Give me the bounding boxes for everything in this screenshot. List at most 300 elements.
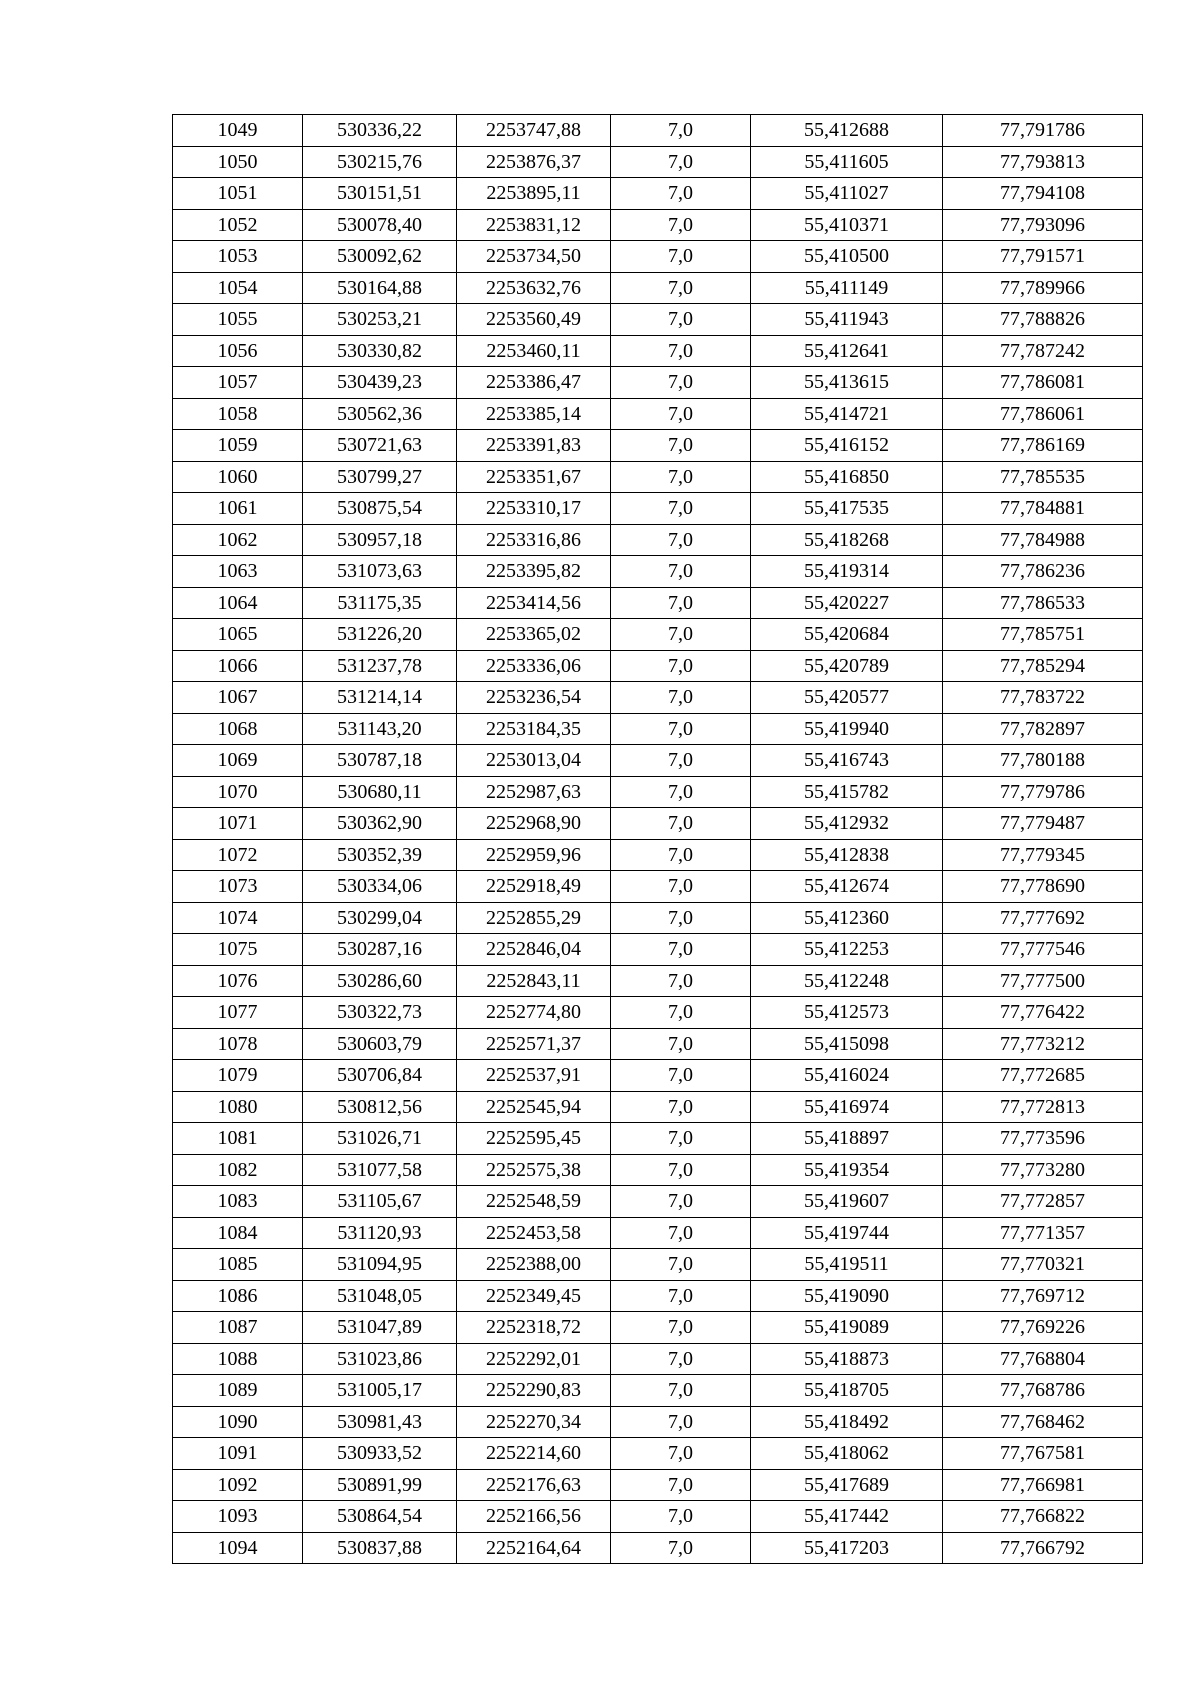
- longitude-cell: 77,788826: [943, 304, 1143, 336]
- latitude-cell: 55,419744: [751, 1217, 943, 1249]
- point-number-cell: 1080: [173, 1091, 303, 1123]
- table-row: [173, 619, 1143, 651]
- latitude-cell: 55,415098: [751, 1028, 943, 1060]
- point-number-cell: 1066: [173, 650, 303, 682]
- y-coordinate-cell: 2252918,49: [457, 871, 611, 903]
- latitude-cell: 55,416152: [751, 430, 943, 462]
- latitude-cell: 55,412688: [751, 115, 943, 147]
- accuracy-cell: 7,0: [611, 587, 751, 619]
- y-coordinate-cell: 2253013,04: [457, 745, 611, 777]
- x-coordinate-cell: 531214,14: [303, 682, 457, 714]
- latitude-cell: 55,412253: [751, 934, 943, 966]
- y-coordinate-cell: 2252855,29: [457, 902, 611, 934]
- point-number-cell: 1063: [173, 556, 303, 588]
- table-row: [173, 1217, 1143, 1249]
- latitude-cell: 55,419607: [751, 1186, 943, 1218]
- y-coordinate-cell: 2253632,76: [457, 272, 611, 304]
- point-number-cell: 1087: [173, 1312, 303, 1344]
- y-coordinate-cell: 2252292,01: [457, 1343, 611, 1375]
- table-row: [173, 556, 1143, 588]
- y-coordinate-cell: 2253351,67: [457, 461, 611, 493]
- table-row: [173, 335, 1143, 367]
- table-row: [173, 304, 1143, 336]
- table-row: [173, 650, 1143, 682]
- x-coordinate-cell: 530336,22: [303, 115, 457, 147]
- x-coordinate-cell: 531105,67: [303, 1186, 457, 1218]
- latitude-cell: 55,413615: [751, 367, 943, 399]
- point-number-cell: 1052: [173, 209, 303, 241]
- table-row: [173, 1343, 1143, 1375]
- latitude-cell: 55,419354: [751, 1154, 943, 1186]
- longitude-cell: 77,772685: [943, 1060, 1143, 1092]
- y-coordinate-cell: 2253734,50: [457, 241, 611, 273]
- x-coordinate-cell: 531143,20: [303, 713, 457, 745]
- latitude-cell: 55,419940: [751, 713, 943, 745]
- point-number-cell: 1091: [173, 1438, 303, 1470]
- table-row: [173, 839, 1143, 871]
- x-coordinate-cell: 530562,36: [303, 398, 457, 430]
- longitude-cell: 77,784988: [943, 524, 1143, 556]
- point-number-cell: 1073: [173, 871, 303, 903]
- table-row: [173, 209, 1143, 241]
- x-coordinate-cell: 531047,89: [303, 1312, 457, 1344]
- longitude-cell: 77,766792: [943, 1532, 1143, 1564]
- accuracy-cell: 7,0: [611, 335, 751, 367]
- point-number-cell: 1050: [173, 146, 303, 178]
- table-row: [173, 398, 1143, 430]
- latitude-cell: 55,410371: [751, 209, 943, 241]
- y-coordinate-cell: 2253386,47: [457, 367, 611, 399]
- longitude-cell: 77,786533: [943, 587, 1143, 619]
- y-coordinate-cell: 2252571,37: [457, 1028, 611, 1060]
- x-coordinate-cell: 530787,18: [303, 745, 457, 777]
- table-row: [173, 1091, 1143, 1123]
- accuracy-cell: 7,0: [611, 1406, 751, 1438]
- x-coordinate-cell: 530215,76: [303, 146, 457, 178]
- accuracy-cell: 7,0: [611, 713, 751, 745]
- longitude-cell: 77,772857: [943, 1186, 1143, 1218]
- table-row: [173, 902, 1143, 934]
- point-number-cell: 1077: [173, 997, 303, 1029]
- y-coordinate-cell: 2252545,94: [457, 1091, 611, 1123]
- x-coordinate-cell: 531048,05: [303, 1280, 457, 1312]
- y-coordinate-cell: 2253414,56: [457, 587, 611, 619]
- latitude-cell: 55,418492: [751, 1406, 943, 1438]
- table-row: [173, 115, 1143, 147]
- longitude-cell: 77,777546: [943, 934, 1143, 966]
- x-coordinate-cell: 531077,58: [303, 1154, 457, 1186]
- x-coordinate-cell: 530981,43: [303, 1406, 457, 1438]
- longitude-cell: 77,771357: [943, 1217, 1143, 1249]
- point-number-cell: 1074: [173, 902, 303, 934]
- latitude-cell: 55,416743: [751, 745, 943, 777]
- y-coordinate-cell: 2252548,59: [457, 1186, 611, 1218]
- x-coordinate-cell: 530253,21: [303, 304, 457, 336]
- table-row: [173, 1154, 1143, 1186]
- latitude-cell: 55,420577: [751, 682, 943, 714]
- longitude-cell: 77,787242: [943, 335, 1143, 367]
- y-coordinate-cell: 2252166,56: [457, 1501, 611, 1533]
- latitude-cell: 55,412932: [751, 808, 943, 840]
- accuracy-cell: 7,0: [611, 1469, 751, 1501]
- y-coordinate-cell: 2253560,49: [457, 304, 611, 336]
- point-number-cell: 1057: [173, 367, 303, 399]
- y-coordinate-cell: 2252968,90: [457, 808, 611, 840]
- x-coordinate-cell: 530875,54: [303, 493, 457, 525]
- accuracy-cell: 7,0: [611, 1501, 751, 1533]
- longitude-cell: 77,779487: [943, 808, 1143, 840]
- x-coordinate-cell: 531023,86: [303, 1343, 457, 1375]
- point-number-cell: 1054: [173, 272, 303, 304]
- y-coordinate-cell: 2252270,34: [457, 1406, 611, 1438]
- x-coordinate-cell: 531175,35: [303, 587, 457, 619]
- latitude-cell: 55,419511: [751, 1249, 943, 1281]
- point-number-cell: 1071: [173, 808, 303, 840]
- table-row: [173, 1469, 1143, 1501]
- point-number-cell: 1075: [173, 934, 303, 966]
- accuracy-cell: 7,0: [611, 430, 751, 462]
- table-row: [173, 241, 1143, 273]
- point-number-cell: 1061: [173, 493, 303, 525]
- x-coordinate-cell: 531005,17: [303, 1375, 457, 1407]
- y-coordinate-cell: 2252774,80: [457, 997, 611, 1029]
- point-number-cell: 1060: [173, 461, 303, 493]
- y-coordinate-cell: 2253460,11: [457, 335, 611, 367]
- y-coordinate-cell: 2252453,58: [457, 1217, 611, 1249]
- x-coordinate-cell: 530322,73: [303, 997, 457, 1029]
- accuracy-cell: 7,0: [611, 965, 751, 997]
- latitude-cell: 55,411149: [751, 272, 943, 304]
- point-number-cell: 1084: [173, 1217, 303, 1249]
- point-number-cell: 1051: [173, 178, 303, 210]
- point-number-cell: 1094: [173, 1532, 303, 1564]
- accuracy-cell: 7,0: [611, 997, 751, 1029]
- y-coordinate-cell: 2252164,64: [457, 1532, 611, 1564]
- latitude-cell: 55,419314: [751, 556, 943, 588]
- x-coordinate-cell: 530933,52: [303, 1438, 457, 1470]
- latitude-cell: 55,415782: [751, 776, 943, 808]
- table-row: [173, 713, 1143, 745]
- point-number-cell: 1086: [173, 1280, 303, 1312]
- longitude-cell: 77,785751: [943, 619, 1143, 651]
- longitude-cell: 77,779786: [943, 776, 1143, 808]
- x-coordinate-cell: 530352,39: [303, 839, 457, 871]
- y-coordinate-cell: 2253236,54: [457, 682, 611, 714]
- table-row: [173, 430, 1143, 462]
- y-coordinate-cell: 2252290,83: [457, 1375, 611, 1407]
- point-number-cell: 1088: [173, 1343, 303, 1375]
- y-coordinate-cell: 2252843,11: [457, 965, 611, 997]
- table-row: [173, 1406, 1143, 1438]
- x-coordinate-cell: 531226,20: [303, 619, 457, 651]
- y-coordinate-cell: 2252318,72: [457, 1312, 611, 1344]
- latitude-cell: 55,412674: [751, 871, 943, 903]
- longitude-cell: 77,766822: [943, 1501, 1143, 1533]
- longitude-cell: 77,773596: [943, 1123, 1143, 1155]
- table-row: [173, 682, 1143, 714]
- accuracy-cell: 7,0: [611, 619, 751, 651]
- latitude-cell: 55,420789: [751, 650, 943, 682]
- y-coordinate-cell: 2253184,35: [457, 713, 611, 745]
- y-coordinate-cell: 2253310,17: [457, 493, 611, 525]
- y-coordinate-cell: 2253336,06: [457, 650, 611, 682]
- table-row: [173, 146, 1143, 178]
- x-coordinate-cell: 530334,06: [303, 871, 457, 903]
- accuracy-cell: 7,0: [611, 1280, 751, 1312]
- accuracy-cell: 7,0: [611, 1312, 751, 1344]
- point-number-cell: 1085: [173, 1249, 303, 1281]
- table-row: [173, 1501, 1143, 1533]
- longitude-cell: 77,780188: [943, 745, 1143, 777]
- longitude-cell: 77,785535: [943, 461, 1143, 493]
- y-coordinate-cell: 2253747,88: [457, 115, 611, 147]
- longitude-cell: 77,791786: [943, 115, 1143, 147]
- latitude-cell: 55,412573: [751, 997, 943, 1029]
- point-number-cell: 1081: [173, 1123, 303, 1155]
- table-row: [173, 178, 1143, 210]
- accuracy-cell: 7,0: [611, 304, 751, 336]
- y-coordinate-cell: 2252176,63: [457, 1469, 611, 1501]
- longitude-cell: 77,786236: [943, 556, 1143, 588]
- table-row: [173, 1186, 1143, 1218]
- point-number-cell: 1072: [173, 839, 303, 871]
- table-row: [173, 776, 1143, 808]
- x-coordinate-cell: 530837,88: [303, 1532, 457, 1564]
- point-number-cell: 1062: [173, 524, 303, 556]
- y-coordinate-cell: 2253876,37: [457, 146, 611, 178]
- point-number-cell: 1053: [173, 241, 303, 273]
- table-row: [173, 745, 1143, 777]
- longitude-cell: 77,793096: [943, 209, 1143, 241]
- x-coordinate-cell: 530799,27: [303, 461, 457, 493]
- table-row: [173, 934, 1143, 966]
- latitude-cell: 55,411027: [751, 178, 943, 210]
- latitude-cell: 55,412248: [751, 965, 943, 997]
- latitude-cell: 55,417689: [751, 1469, 943, 1501]
- y-coordinate-cell: 2252575,38: [457, 1154, 611, 1186]
- y-coordinate-cell: 2253391,83: [457, 430, 611, 462]
- accuracy-cell: 7,0: [611, 1123, 751, 1155]
- table-row: [173, 808, 1143, 840]
- y-coordinate-cell: 2252846,04: [457, 934, 611, 966]
- accuracy-cell: 7,0: [611, 461, 751, 493]
- latitude-cell: 55,412838: [751, 839, 943, 871]
- accuracy-cell: 7,0: [611, 209, 751, 241]
- table-row: [173, 1375, 1143, 1407]
- point-number-cell: 1092: [173, 1469, 303, 1501]
- table-row: [173, 1532, 1143, 1564]
- y-coordinate-cell: 2253316,86: [457, 524, 611, 556]
- table-row: [173, 1312, 1143, 1344]
- latitude-cell: 55,417442: [751, 1501, 943, 1533]
- table-row: [173, 871, 1143, 903]
- y-coordinate-cell: 2252987,63: [457, 776, 611, 808]
- point-number-cell: 1079: [173, 1060, 303, 1092]
- accuracy-cell: 7,0: [611, 178, 751, 210]
- accuracy-cell: 7,0: [611, 934, 751, 966]
- latitude-cell: 55,419089: [751, 1312, 943, 1344]
- longitude-cell: 77,768462: [943, 1406, 1143, 1438]
- point-number-cell: 1058: [173, 398, 303, 430]
- accuracy-cell: 7,0: [611, 902, 751, 934]
- latitude-cell: 55,418873: [751, 1343, 943, 1375]
- point-number-cell: 1076: [173, 965, 303, 997]
- x-coordinate-cell: 530151,51: [303, 178, 457, 210]
- latitude-cell: 55,416024: [751, 1060, 943, 1092]
- y-coordinate-cell: 2252349,45: [457, 1280, 611, 1312]
- latitude-cell: 55,416974: [751, 1091, 943, 1123]
- point-number-cell: 1090: [173, 1406, 303, 1438]
- point-number-cell: 1089: [173, 1375, 303, 1407]
- accuracy-cell: 7,0: [611, 493, 751, 525]
- table-row: [173, 1060, 1143, 1092]
- table-row: [173, 1249, 1143, 1281]
- y-coordinate-cell: 2252595,45: [457, 1123, 611, 1155]
- longitude-cell: 77,786081: [943, 367, 1143, 399]
- y-coordinate-cell: 2253831,12: [457, 209, 611, 241]
- accuracy-cell: 7,0: [611, 1186, 751, 1218]
- accuracy-cell: 7,0: [611, 745, 751, 777]
- accuracy-cell: 7,0: [611, 650, 751, 682]
- point-number-cell: 1069: [173, 745, 303, 777]
- y-coordinate-cell: 2252388,00: [457, 1249, 611, 1281]
- accuracy-cell: 7,0: [611, 1060, 751, 1092]
- latitude-cell: 55,419090: [751, 1280, 943, 1312]
- coordinates-table: [172, 114, 1143, 1564]
- x-coordinate-cell: 530299,04: [303, 902, 457, 934]
- point-number-cell: 1078: [173, 1028, 303, 1060]
- longitude-cell: 77,791571: [943, 241, 1143, 273]
- y-coordinate-cell: 2253365,02: [457, 619, 611, 651]
- x-coordinate-cell: 530287,16: [303, 934, 457, 966]
- point-number-cell: 1070: [173, 776, 303, 808]
- accuracy-cell: 7,0: [611, 1343, 751, 1375]
- accuracy-cell: 7,0: [611, 776, 751, 808]
- x-coordinate-cell: 531094,95: [303, 1249, 457, 1281]
- table-row: [173, 1438, 1143, 1470]
- longitude-cell: 77,793813: [943, 146, 1143, 178]
- point-number-cell: 1059: [173, 430, 303, 462]
- accuracy-cell: 7,0: [611, 839, 751, 871]
- x-coordinate-cell: 530706,84: [303, 1060, 457, 1092]
- accuracy-cell: 7,0: [611, 1217, 751, 1249]
- accuracy-cell: 7,0: [611, 1438, 751, 1470]
- table-row: [173, 367, 1143, 399]
- longitude-cell: 77,785294: [943, 650, 1143, 682]
- x-coordinate-cell: 531073,63: [303, 556, 457, 588]
- accuracy-cell: 7,0: [611, 1028, 751, 1060]
- latitude-cell: 55,417203: [751, 1532, 943, 1564]
- accuracy-cell: 7,0: [611, 1375, 751, 1407]
- longitude-cell: 77,769712: [943, 1280, 1143, 1312]
- y-coordinate-cell: 2252214,60: [457, 1438, 611, 1470]
- latitude-cell: 55,420684: [751, 619, 943, 651]
- latitude-cell: 55,420227: [751, 587, 943, 619]
- point-number-cell: 1056: [173, 335, 303, 367]
- latitude-cell: 55,412641: [751, 335, 943, 367]
- x-coordinate-cell: 530957,18: [303, 524, 457, 556]
- latitude-cell: 55,411605: [751, 146, 943, 178]
- accuracy-cell: 7,0: [611, 241, 751, 273]
- longitude-cell: 77,773280: [943, 1154, 1143, 1186]
- longitude-cell: 77,766981: [943, 1469, 1143, 1501]
- accuracy-cell: 7,0: [611, 1091, 751, 1123]
- longitude-cell: 77,794108: [943, 178, 1143, 210]
- x-coordinate-cell: 531120,93: [303, 1217, 457, 1249]
- x-coordinate-cell: 530864,54: [303, 1501, 457, 1533]
- longitude-cell: 77,773212: [943, 1028, 1143, 1060]
- x-coordinate-cell: 531026,71: [303, 1123, 457, 1155]
- longitude-cell: 77,784881: [943, 493, 1143, 525]
- latitude-cell: 55,418897: [751, 1123, 943, 1155]
- point-number-cell: 1093: [173, 1501, 303, 1533]
- y-coordinate-cell: 2252959,96: [457, 839, 611, 871]
- accuracy-cell: 7,0: [611, 1249, 751, 1281]
- x-coordinate-cell: 530891,99: [303, 1469, 457, 1501]
- table-row: [173, 272, 1143, 304]
- x-coordinate-cell: 530286,60: [303, 965, 457, 997]
- longitude-cell: 77,782897: [943, 713, 1143, 745]
- x-coordinate-cell: 531237,78: [303, 650, 457, 682]
- y-coordinate-cell: 2253395,82: [457, 556, 611, 588]
- x-coordinate-cell: 530092,62: [303, 241, 457, 273]
- accuracy-cell: 7,0: [611, 682, 751, 714]
- longitude-cell: 77,783722: [943, 682, 1143, 714]
- latitude-cell: 55,418268: [751, 524, 943, 556]
- latitude-cell: 55,414721: [751, 398, 943, 430]
- longitude-cell: 77,789966: [943, 272, 1143, 304]
- latitude-cell: 55,411943: [751, 304, 943, 336]
- longitude-cell: 77,778690: [943, 871, 1143, 903]
- point-number-cell: 1049: [173, 115, 303, 147]
- y-coordinate-cell: 2252537,91: [457, 1060, 611, 1092]
- accuracy-cell: 7,0: [611, 1154, 751, 1186]
- longitude-cell: 77,772813: [943, 1091, 1143, 1123]
- accuracy-cell: 7,0: [611, 1532, 751, 1564]
- accuracy-cell: 7,0: [611, 808, 751, 840]
- longitude-cell: 77,786169: [943, 430, 1143, 462]
- longitude-cell: 77,777692: [943, 902, 1143, 934]
- x-coordinate-cell: 530812,56: [303, 1091, 457, 1123]
- latitude-cell: 55,410500: [751, 241, 943, 273]
- table-row: [173, 1028, 1143, 1060]
- accuracy-cell: 7,0: [611, 115, 751, 147]
- point-number-cell: 1065: [173, 619, 303, 651]
- longitude-cell: 77,786061: [943, 398, 1143, 430]
- x-coordinate-cell: 530362,90: [303, 808, 457, 840]
- longitude-cell: 77,768804: [943, 1343, 1143, 1375]
- latitude-cell: 55,417535: [751, 493, 943, 525]
- coordinates-table-body: [173, 115, 1143, 1564]
- latitude-cell: 55,416850: [751, 461, 943, 493]
- table-row: [173, 1123, 1143, 1155]
- longitude-cell: 77,776422: [943, 997, 1143, 1029]
- point-number-cell: 1083: [173, 1186, 303, 1218]
- x-coordinate-cell: 530721,63: [303, 430, 457, 462]
- longitude-cell: 77,767581: [943, 1438, 1143, 1470]
- x-coordinate-cell: 530330,82: [303, 335, 457, 367]
- point-number-cell: 1068: [173, 713, 303, 745]
- table-row: [173, 965, 1143, 997]
- accuracy-cell: 7,0: [611, 871, 751, 903]
- accuracy-cell: 7,0: [611, 556, 751, 588]
- point-number-cell: 1064: [173, 587, 303, 619]
- table-row: [173, 997, 1143, 1029]
- accuracy-cell: 7,0: [611, 398, 751, 430]
- y-coordinate-cell: 2253895,11: [457, 178, 611, 210]
- longitude-cell: 77,777500: [943, 965, 1143, 997]
- table-row: [173, 587, 1143, 619]
